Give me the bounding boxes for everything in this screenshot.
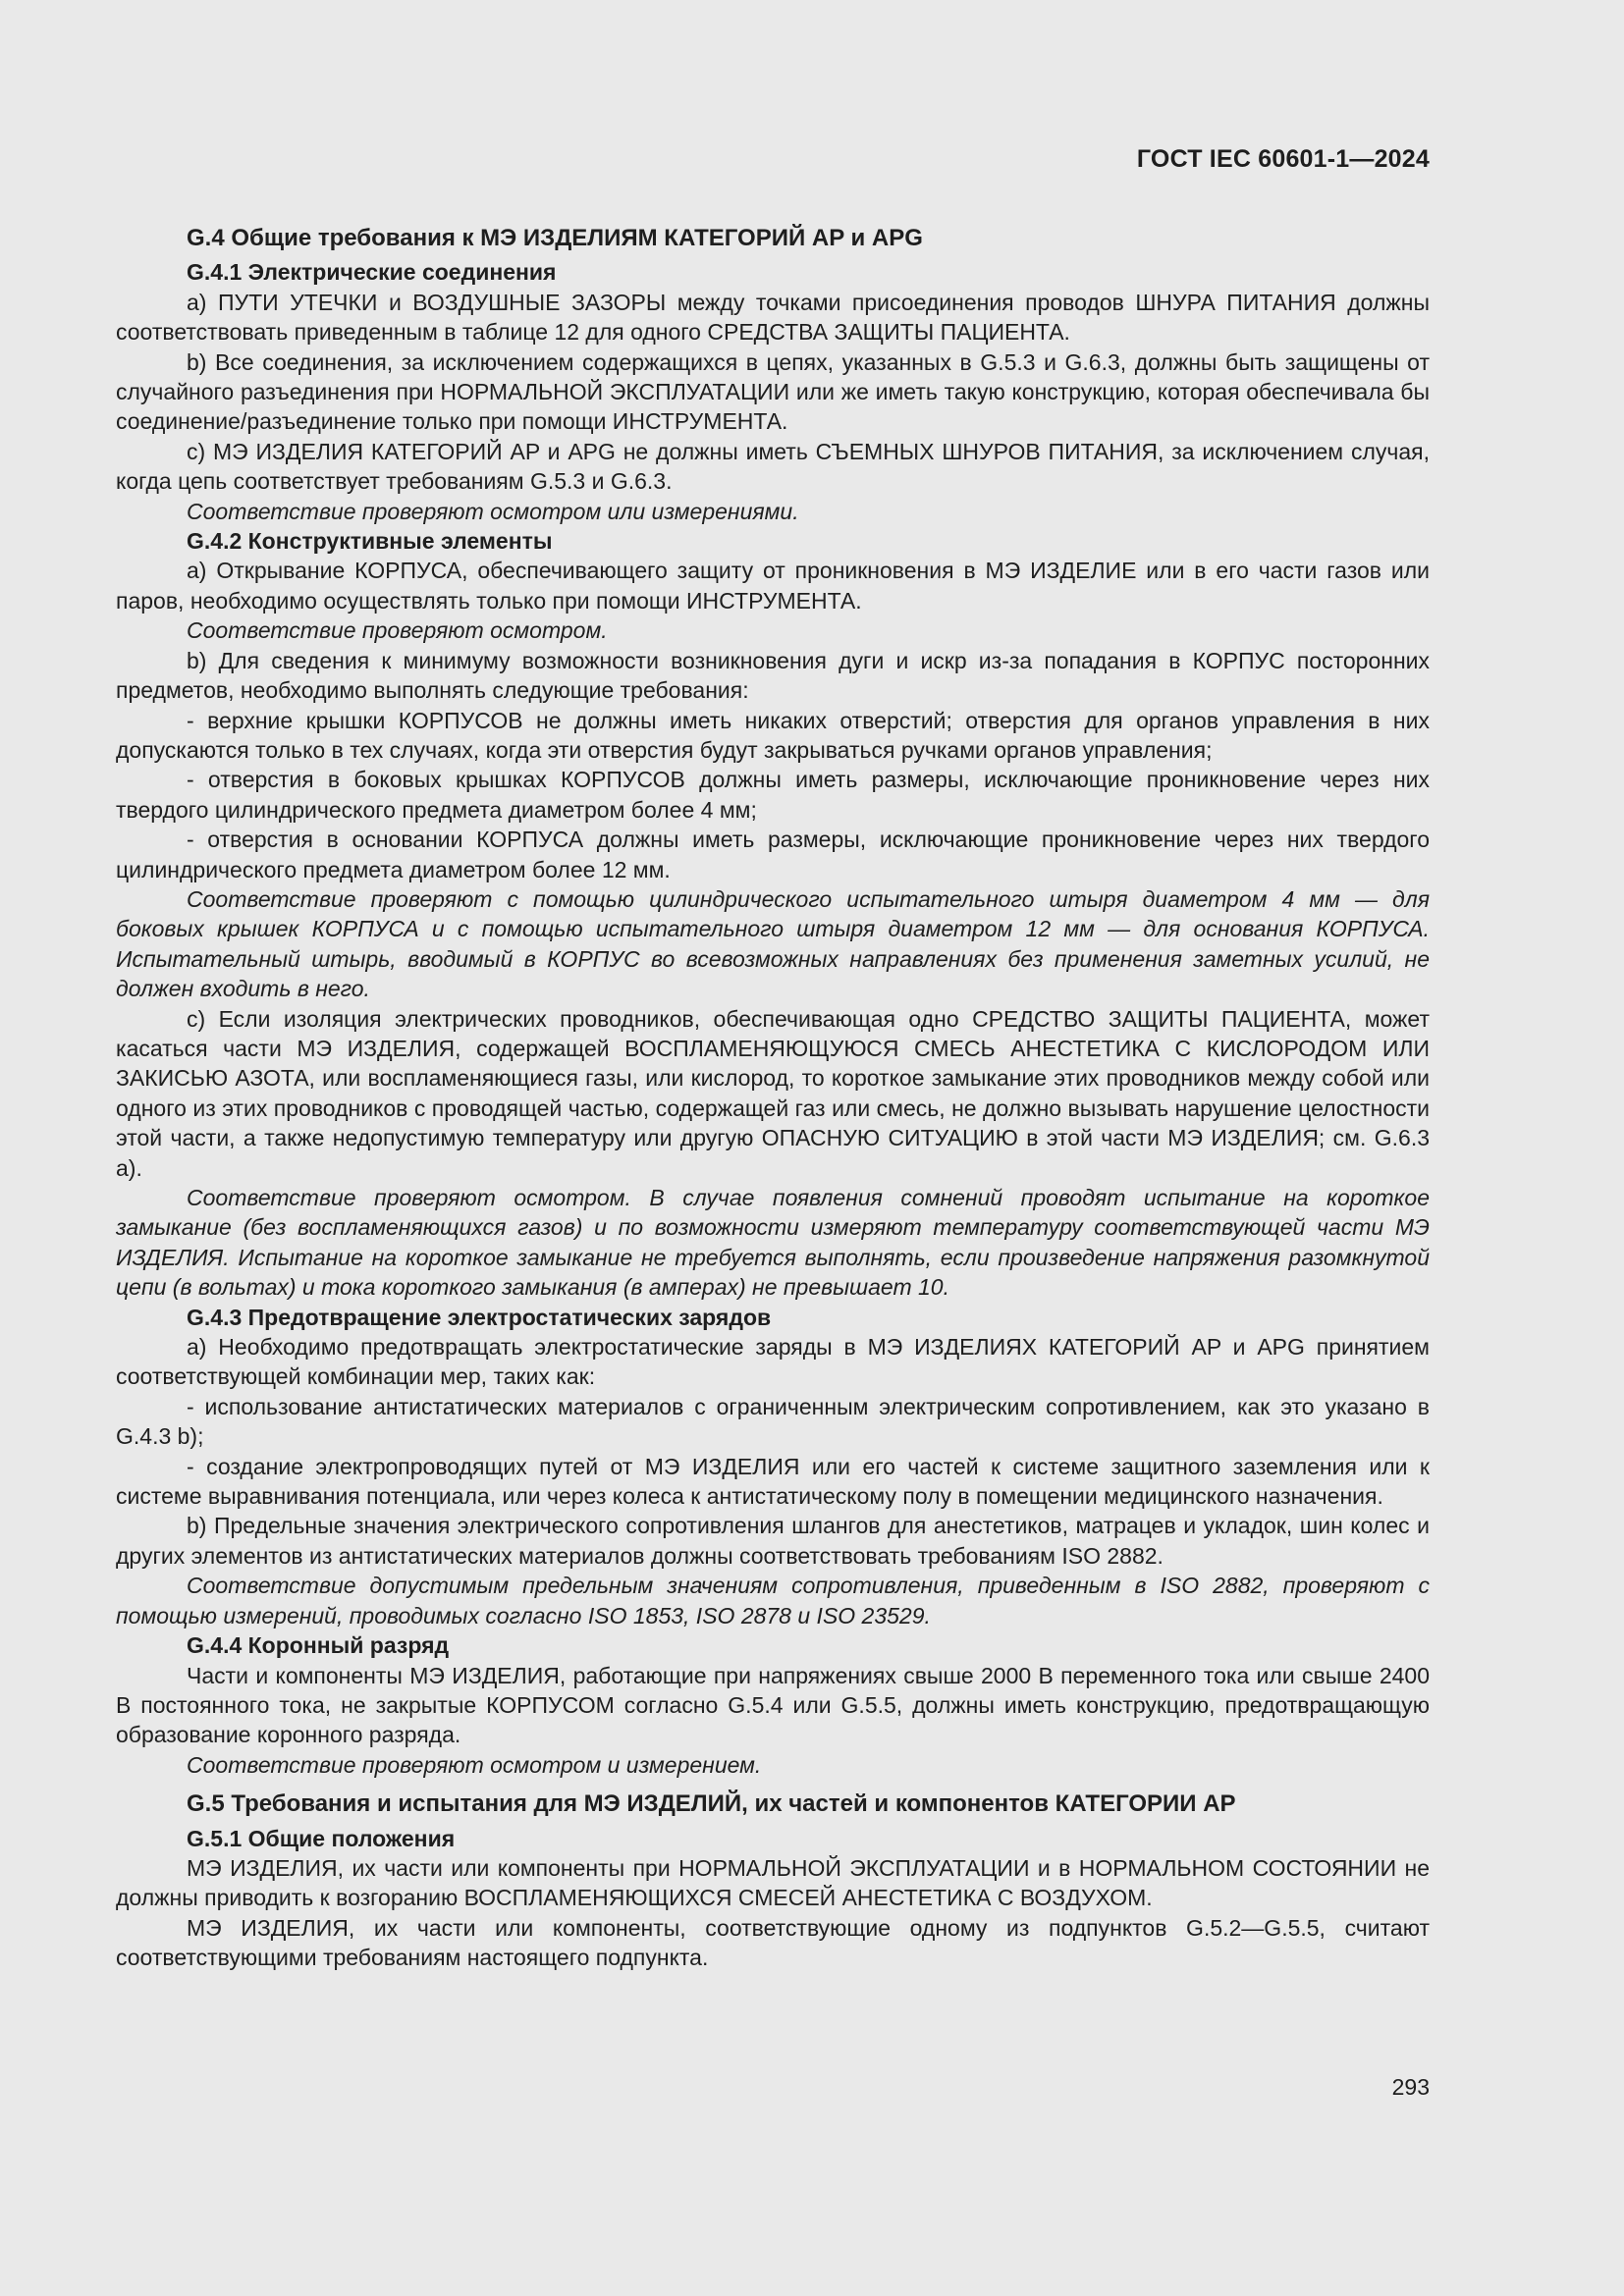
page-number: 293	[1391, 2074, 1430, 2100]
subsection-heading-g5-1: G.5.1 Общие положения	[187, 1825, 456, 1851]
paragraph: a) ПУТИ УТЕЧКИ и ВОЗДУШНЫЕ ЗАЗОРЫ между точками присоединения проводов ШНУРА ПИТАНИЯ должны соответствовать приведенным в таблице 12 для одного СРЕДСТВА ЗАЩИТЫ ПАЦИЕНТА.	[116, 289, 1430, 346]
section-heading-g4: G.4 Общие требования к МЭ ИЗДЕЛИЯМ КАТЕГОРИЙ AP и APG	[187, 225, 923, 251]
subsection-heading-g4-2: G.4.2 Конструктивные элементы	[187, 528, 553, 555]
paragraph: c) МЭ ИЗДЕЛИЯ КАТЕГОРИЙ AP и APG не должны иметь СЪЕМНЫХ ШНУРОВ ПИТАНИЯ, за исключением случая, когда цепь соответствует требованиям G.5.3 и G.6.3.	[116, 438, 1430, 495]
section-heading-g5: G.5 Требования и испытания для МЭ ИЗДЕЛИЙ, их частей и компонентов КАТЕГОРИИ AP	[187, 1790, 1236, 1818]
document-body	[116, 224, 1430, 1973]
list-item: - создание электропроводящих путей от МЭ ИЗДЕЛИЯ или его частей к системе защитного заземления или к системе выравнивания потенциала, или через колеса к антистатическому полу в помещении медицинского назначения.	[116, 1453, 1430, 1510]
paragraph: b) Предельные значения электрического сопротивления шлангов для анестетиков, матрацев и укладок, шин колес и других элементов из антистатических материалов должны соответствовать требованиям ISO 2882.	[116, 1513, 1430, 1569]
compliance-note: Соответствие допустимым предельным значениям сопротивления, приведенным в ISO 2882, проверяют с помощью измерений, проводимых согласно ISO 1853, ISO 2878 и ISO 23529.	[116, 1573, 1430, 1629]
compliance-note: Соответствие проверяют осмотром.	[187, 617, 608, 644]
compliance-note: Соответствие проверяют с помощью цилиндрического испытательного штыря диаметром 4 мм — для боковых крышек КОРПУСА и с помощью испытательного штыря диаметром 12 мм — для основания КОРПУСА. Испытательный штырь, вводимый в КОРПУС во всевозможных направлениях без применения заметных усилий, не должен входить в него.	[116, 885, 1430, 1002]
subsection-heading-g4-3: G.4.3 Предотвращение электростатических зарядов	[187, 1304, 772, 1330]
compliance-note: Соответствие проверяют осмотром и измерением.	[187, 1751, 762, 1778]
paragraph: b) Для сведения к минимуму возможности возникновения дуги и искр из-за попадания в КОРПУС посторонних предметов, необходимо выполнять следующие требования:	[116, 647, 1430, 704]
paragraph: a) Открывание КОРПУСА, обеспечивающего защиту от проникновения в МЭ ИЗДЕЛИЕ или в его части газов или паров, необходимо осуществлять только при помощи ИНСТРУМЕНТА.	[116, 558, 1430, 614]
document-code-header: ГОСТ IEC 60601-1—2024	[1136, 145, 1430, 173]
paragraph: МЭ ИЗДЕЛИЯ, их части или компоненты при НОРМАЛЬНОЙ ЭКСПЛУАТАЦИИ и в НОРМАЛЬНОМ СОСТОЯНИИ не должны приводить к возгоранию ВОСПЛАМЕНЯЮЩИХСЯ СМЕСЕЙ АНЕСТЕТИКА С ВОЗДУХОМ.	[116, 1854, 1430, 1911]
paragraph: МЭ ИЗДЕЛИЯ, их части или компоненты, соответствующие одному из подпунктов G.5.2—G.5.5, считают соответствующими требованиям настоящего подпункта.	[116, 1914, 1430, 1971]
document-page	[116, 0, 1430, 2296]
paragraph: b) Все соединения, за исключением содержащихся в цепях, указанных в G.5.3 и G.6.3, должны быть защищены от случайного разъединения при НОРМАЛЬНОЙ ЭКСПЛУАТАЦИИ или же иметь такую конструкцию, которая обеспечивала бы соединение/разъединение только при помощи ИНСТРУМЕНТА.	[116, 348, 1430, 435]
list-item: - отверстия в боковых крышках КОРПУСОВ должны иметь размеры, исключающие проникновение через них твердого цилиндрического предмета диаметром более 4 мм;	[116, 767, 1430, 823]
list-item: - верхние крышки КОРПУСОВ не должны иметь никаких отверстий; отверстия для органов управления в них допускаются только в тех случаях, когда эти отверстия будут закрываться ручками органов управления;	[116, 707, 1430, 763]
paragraph: a) Необходимо предотвращать электростатические заряды в МЭ ИЗДЕЛИЯХ КАТЕГОРИЙ AP и APG принятием соответствующей комбинации мер, таких как:	[116, 1334, 1430, 1390]
subsection-heading-g4-1: G.4.1 Электрические соединения	[187, 259, 557, 286]
compliance-note: Соответствие проверяют осмотром. В случае появления сомнений проводят испытание на короткое замыкание (без воспламеняющихся газов) и по возможности измеряют температуру соответствующей части МЭ ИЗДЕЛИЯ. Испытание на короткое замыкание не требуется выполнять, если произведение напряжения разомкнутой цепи (в вольтах) и тока короткого замыкания (в амперах) не превышает 10.	[116, 1185, 1430, 1301]
paragraph: Части и компоненты МЭ ИЗДЕЛИЯ, работающие при напряжениях свыше 2000 В переменного тока или свыше 2400 В постоянного тока, не закрытые КОРПУСОМ согласно G.5.4 или G.5.5, должны иметь конструкцию, предотвращающую образование коронного разряда.	[116, 1662, 1430, 1748]
compliance-note: Соответствие проверяют осмотром или измерениями.	[187, 498, 799, 524]
subsection-heading-g4-4: G.4.4 Коронный разряд	[187, 1632, 450, 1659]
list-item: - отверстия в основании КОРПУСА должны иметь размеры, исключающие проникновение через них твердого цилиндрического предмета диаметром более 12 мм.	[116, 827, 1430, 882]
paragraph: c) Если изоляция электрических проводников, обеспечивающая одно СРЕДСТВО ЗАЩИТЫ ПАЦИЕНТА, может касаться части МЭ ИЗДЕЛИЯ, содержащей ВОСПЛАМЕНЯЮЩУЮСЯ СМЕСЬ АНЕСТЕТИКА С КИСЛОРОДОМ ИЛИ ЗАКИСЬЮ АЗОТА, или воспламеняющиеся газы, или кислород, то короткое замыкание этих проводников между собой или одного из этих проводников с проводящей частью, содержащей газ или смесь, не должно вызывать нарушение целостности этой части, а также недопустимую температуру или другую ОПАСНУЮ СИТУАЦИЮ в этой части МЭ ИЗДЕЛИЯ; см. G.6.3 a).	[116, 1005, 1430, 1181]
list-item: - использование антистатических материалов с ограниченным электрическим сопротивлением, как это указано в G.4.3 b);	[116, 1393, 1430, 1450]
